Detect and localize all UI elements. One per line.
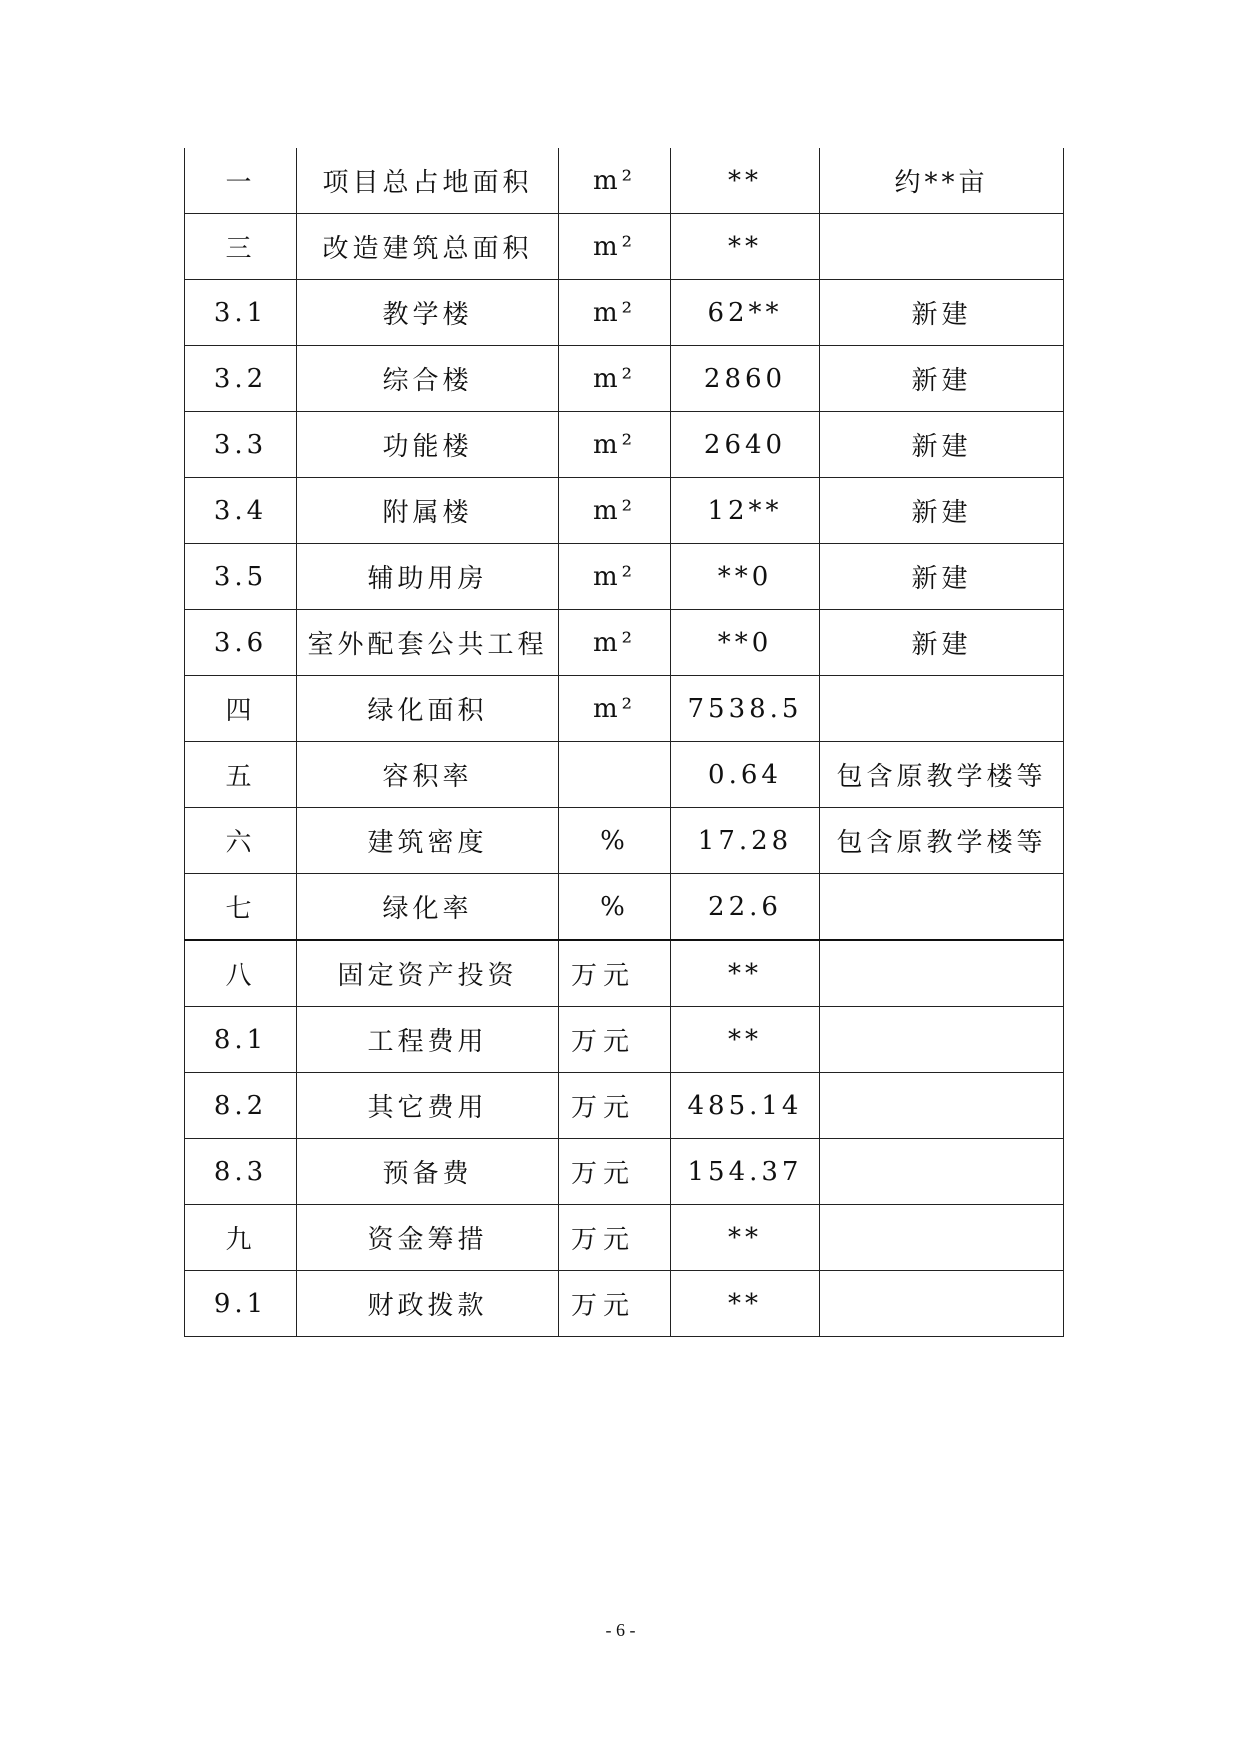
note-cell: 新建 (820, 544, 1064, 610)
row-number-cell: 五 (185, 742, 297, 808)
table-row (185, 1007, 1064, 1073)
page-number: - 6 - (605, 1620, 636, 1640)
value-cell: ** (671, 1205, 820, 1271)
row-number-cell: 8.3 (185, 1139, 297, 1205)
table-row (185, 1205, 1064, 1271)
value-cell: 485.14 (671, 1073, 820, 1139)
unit-cell: 万元 (559, 1205, 671, 1271)
unit-cell: m² (559, 610, 671, 676)
value-cell: **0 (671, 544, 820, 610)
unit-cell: m² (559, 676, 671, 742)
item-name-cell: 综合楼 (297, 346, 559, 412)
row-number-cell: 3.6 (185, 610, 297, 676)
note-cell (820, 874, 1064, 941)
row-number-cell: 三 (185, 214, 297, 280)
note-cell (820, 1205, 1064, 1271)
value-cell: 7538.5 (671, 676, 820, 742)
item-name-cell: 财政拨款 (297, 1271, 559, 1337)
row-number-cell: 一 (185, 148, 297, 214)
value-cell: 2640 (671, 412, 820, 478)
note-cell: 约**亩 (820, 148, 1064, 214)
item-name-cell: 资金筹措 (297, 1205, 559, 1271)
note-cell: 新建 (820, 412, 1064, 478)
row-number-cell: 3.4 (185, 478, 297, 544)
unit-cell (559, 742, 671, 808)
project-indicator-table (184, 148, 1064, 1337)
unit-cell: m² (559, 214, 671, 280)
value-cell: 154.37 (671, 1139, 820, 1205)
value-cell: ** (671, 214, 820, 280)
row-number-cell: 8.1 (185, 1007, 297, 1073)
value-cell: 62** (671, 280, 820, 346)
table-row (185, 742, 1064, 808)
note-cell (820, 940, 1064, 1007)
note-cell: 新建 (820, 346, 1064, 412)
item-name-cell: 其它费用 (297, 1073, 559, 1139)
table-row (185, 676, 1064, 742)
item-name-cell: 工程费用 (297, 1007, 559, 1073)
table-row (185, 214, 1064, 280)
table-body (185, 148, 1064, 1337)
unit-cell: 万元 (559, 1139, 671, 1205)
table-row (185, 1139, 1064, 1205)
value-cell: ** (671, 940, 820, 1007)
value-cell: ** (671, 1271, 820, 1337)
item-name-cell: 教学楼 (297, 280, 559, 346)
row-number-cell: 四 (185, 676, 297, 742)
item-name-cell: 项目总占地面积 (297, 148, 559, 214)
row-number-cell: 8.2 (185, 1073, 297, 1139)
item-name-cell: 室外配套公共工程 (297, 610, 559, 676)
item-name-cell: 建筑密度 (297, 808, 559, 874)
row-number-cell: 3.1 (185, 280, 297, 346)
unit-cell: m² (559, 280, 671, 346)
table-row (185, 1271, 1064, 1337)
table-row (185, 1073, 1064, 1139)
table-row (185, 478, 1064, 544)
note-cell: 包含原教学楼等 (820, 742, 1064, 808)
note-cell (820, 1073, 1064, 1139)
note-cell (820, 1007, 1064, 1073)
item-name-cell: 容积率 (297, 742, 559, 808)
row-number-cell: 3.5 (185, 544, 297, 610)
table-row (185, 346, 1064, 412)
row-number-cell: 9.1 (185, 1271, 297, 1337)
value-cell: 0.64 (671, 742, 820, 808)
unit-cell: m² (559, 412, 671, 478)
value-cell: ** (671, 1007, 820, 1073)
unit-cell: m² (559, 478, 671, 544)
item-name-cell: 预备费 (297, 1139, 559, 1205)
note-cell: 新建 (820, 610, 1064, 676)
value-cell: 12** (671, 478, 820, 544)
note-cell: 包含原教学楼等 (820, 808, 1064, 874)
value-cell: ** (671, 148, 820, 214)
row-number-cell: 3.3 (185, 412, 297, 478)
unit-cell: 万元 (559, 940, 671, 1007)
row-number-cell: 六 (185, 808, 297, 874)
item-name-cell: 绿化面积 (297, 676, 559, 742)
table-row (185, 280, 1064, 346)
item-name-cell: 改造建筑总面积 (297, 214, 559, 280)
note-cell: 新建 (820, 478, 1064, 544)
row-number-cell: 3.2 (185, 346, 297, 412)
table-row (185, 544, 1064, 610)
note-cell (820, 214, 1064, 280)
note-cell (820, 1271, 1064, 1337)
note-cell: 新建 (820, 280, 1064, 346)
value-cell: 22.6 (671, 874, 820, 941)
value-cell: 17.28 (671, 808, 820, 874)
table-row (185, 412, 1064, 478)
value-cell: 2860 (671, 346, 820, 412)
row-number-cell: 九 (185, 1205, 297, 1271)
unit-cell: 万元 (559, 1271, 671, 1337)
unit-cell: % (559, 874, 671, 941)
item-name-cell: 辅助用房 (297, 544, 559, 610)
unit-cell: 万元 (559, 1007, 671, 1073)
row-number-cell: 八 (185, 940, 297, 1007)
unit-cell: m² (559, 544, 671, 610)
item-name-cell: 功能楼 (297, 412, 559, 478)
note-cell (820, 676, 1064, 742)
table-row (185, 808, 1064, 874)
unit-cell: m² (559, 346, 671, 412)
item-name-cell: 绿化率 (297, 874, 559, 941)
unit-cell: 万元 (559, 1073, 671, 1139)
item-name-cell: 固定资产投资 (297, 940, 559, 1007)
table-row (185, 148, 1064, 214)
unit-cell: m² (559, 148, 671, 214)
table-row (185, 610, 1064, 676)
table-row (185, 874, 1064, 941)
item-name-cell: 附属楼 (297, 478, 559, 544)
value-cell: **0 (671, 610, 820, 676)
row-number-cell: 七 (185, 874, 297, 941)
note-cell (820, 1139, 1064, 1205)
table-row (185, 940, 1064, 1007)
unit-cell: % (559, 808, 671, 874)
